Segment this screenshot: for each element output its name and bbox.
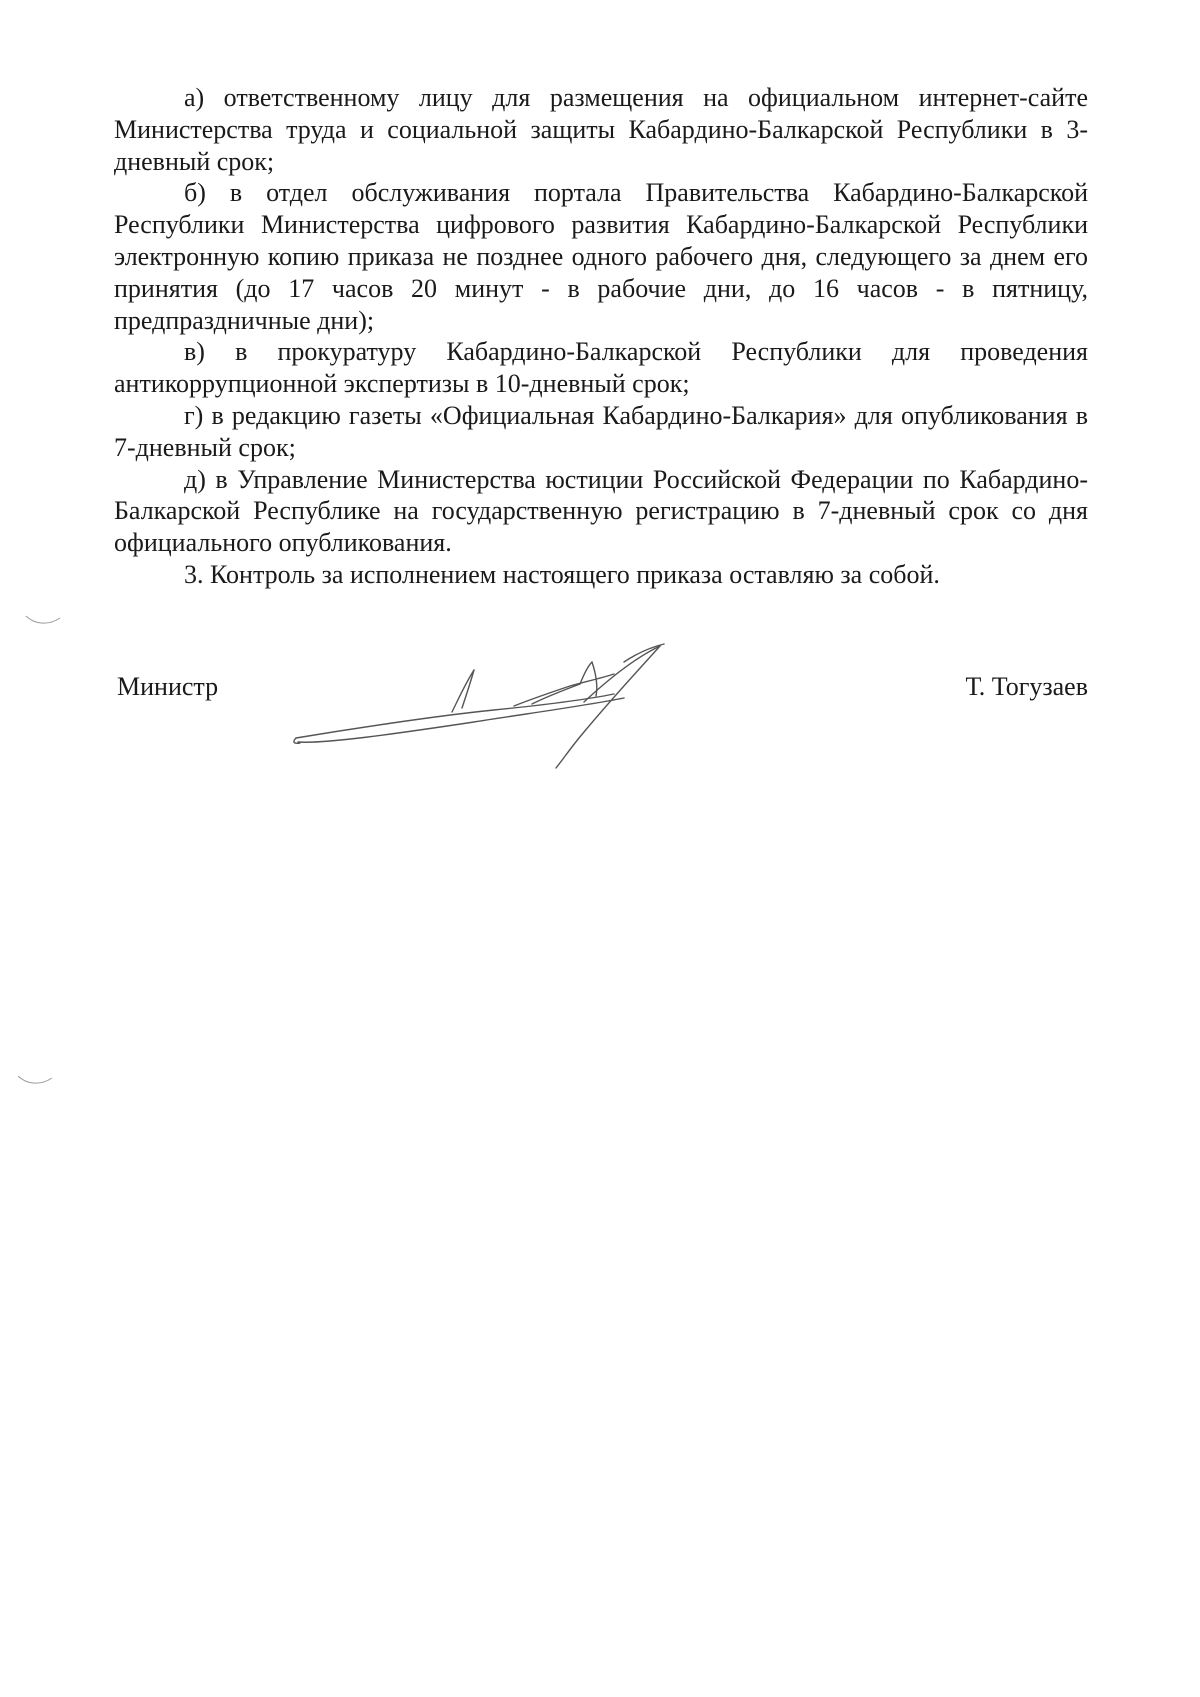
- paragraph-item-g: г) в редакцию газеты «Официальная Кабардино-Балкария» для опубликования в 7-дневный срок;: [114, 400, 1088, 462]
- paragraph-item-d: д) в Управление Министерства юстиции Российской Федерации по Кабардино-Балкарской Республике на государственную регистрацию в 7-дневный срок со дня официального опубликования.: [114, 464, 1088, 558]
- scan-mark-upper: [24, 612, 64, 632]
- signer-position: Министр: [117, 672, 219, 701]
- paragraph-item-a: а) ответственному лицу для размещения на официальном интернет-сайте Министерства труда и социальной защиты Кабардино-Балкарской Республики в 3-дневный срок;: [114, 83, 1088, 176]
- signer-name: Т. Тогузаев: [965, 672, 1088, 701]
- paragraph-item-b: б) в отдел обслуживания портала Правительства Кабардино-Балкарской Республики Министерства цифрового развития Кабардино-Балкарской Республики электронную копию приказа не позднее одного рабочего дня, следующего за днем его принятия (до 17 часов 20 минут - в рабочие дни, до 16 часов - в пятницу, предпраздничные дни);: [114, 178, 1088, 335]
- paragraph-control-clause: 3. Контроль за исполнением настоящего приказа оставляю за собой.: [184, 559, 940, 589]
- handwritten-signature: [284, 634, 804, 784]
- paragraph-item-v: в) в прокуратуру Кабардино-Балкарской Республики для проведения антикоррупционной экспертизы в 10-дневный срок;: [114, 337, 1088, 399]
- document-body: [114, 82, 1088, 591]
- signature-block: [114, 664, 1088, 784]
- scan-mark-lower: [16, 1072, 56, 1092]
